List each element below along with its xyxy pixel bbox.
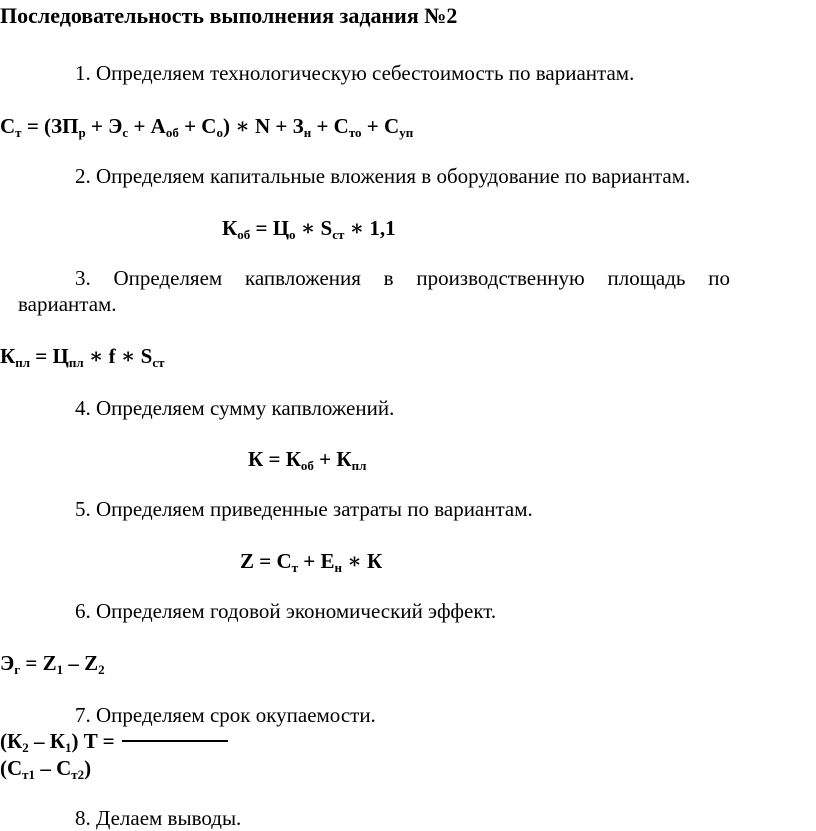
step-4: 4. Определяем сумму капвложений. xyxy=(75,396,395,420)
formula-annual-effect: $Э_г = Z_1 - Z_2$ xyxy=(0,651,105,677)
formula-technological-cost: $С_т = (ЗП_р + Э_с + А_{об} + С_о)$ ∗ $N + З_н + С_{то} + С_{уп}$ xyxy=(0,114,414,140)
step-3-continuation: вариантам. xyxy=(18,292,117,316)
formula-reduced-costs: $Z = С_т + Е_н$ ∗ К xyxy=(240,549,383,575)
formula-payback-denominator: $(С_{т1} - С_{т2})$ xyxy=(0,756,92,782)
formula-payback-numerator: $(К_2 - К_1) T$ = xyxy=(0,728,228,754)
step-6: 6. Определяем годовой экономический эффект. xyxy=(75,599,497,623)
page-title: Последовательность выполнения задания №2 xyxy=(0,3,458,28)
formula-area-investment: $К_{пл} = Ц_{пл}$ ∗ f ∗ $S_{ст}$ xyxy=(0,344,165,370)
step-5: 5. Определяем приведенные затраты по вариантам. xyxy=(75,497,533,521)
step-1: 1. Определяем технологическую себестоимость по вариантам. xyxy=(75,61,635,85)
formula-total-investment: $К = К_{об} + К_{пл}$ xyxy=(248,447,367,473)
step-3: 3. Определяем капвложения в производственную площадь по xyxy=(75,266,730,290)
step-7: 7. Определяем срок окупаемости. xyxy=(75,703,376,727)
step-8: 8. Делаем выводы. xyxy=(75,806,242,830)
formula-equipment-investment: $К_{об} = Ц_о$ ∗ $S_{ст}$ ∗ 1,1 xyxy=(222,216,396,242)
fraction-rule xyxy=(122,740,228,742)
step-2: 2. Определяем капитальные вложения в оборудование по вариантам. xyxy=(75,164,691,188)
